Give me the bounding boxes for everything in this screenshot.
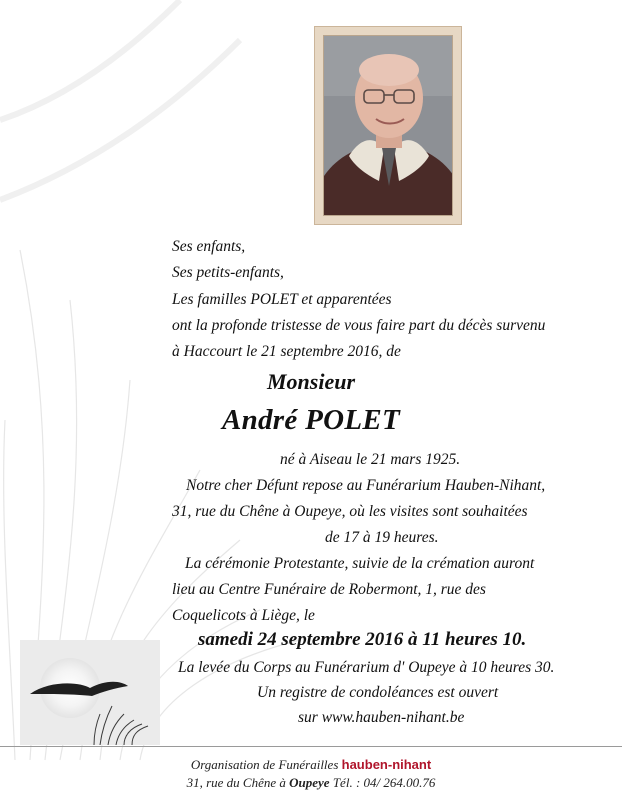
bird-sunset-art bbox=[20, 640, 160, 745]
footer-town: Oupeye bbox=[289, 775, 330, 790]
detail-line-address: 31, rue du Chêne à Oupeye, où les visites sont souhaitées bbox=[172, 503, 528, 520]
detail-line-city: Coquelicots à Liège, le bbox=[172, 607, 315, 624]
intro-line-announcement: ont la profonde tristesse de vous faire part du décès survenu bbox=[172, 317, 546, 334]
birth-line: né à Aiseau le 21 mars 1925. bbox=[280, 451, 461, 468]
condolence-website-link[interactable]: sur www.hauben-nihant.be bbox=[298, 709, 465, 726]
portrait-photo bbox=[323, 35, 453, 216]
closing-line-registry: Un registre de condoléances est ouvert bbox=[257, 684, 499, 701]
brand-logo-text: hauben-nihant bbox=[341, 757, 432, 772]
detail-line-hours: de 17 à 19 heures. bbox=[325, 529, 439, 546]
deceased-name: André POLET bbox=[221, 404, 401, 436]
detail-line-ceremony: La cérémonie Protestante, suivie de la crémation auront bbox=[185, 555, 535, 572]
footer-address-line bbox=[0, 775, 622, 791]
footer-org-line bbox=[0, 757, 622, 773]
honorific-title: Monsieur bbox=[266, 369, 356, 394]
detail-line-location: lieu au Centre Funéraire de Robermont, 1, rue des bbox=[172, 581, 486, 598]
detail-line-funerarium: Notre cher Défunt repose au Funérarium Hauben-Nihant, bbox=[186, 477, 546, 494]
intro-line-children: Ses enfants, bbox=[172, 238, 246, 255]
footer-phone: Tél. : 04/ 264.00.76 bbox=[332, 775, 436, 790]
intro-line-grandchildren: Ses petits-enfants, bbox=[172, 264, 284, 281]
intro-line-families: Les familles POLET et apparentées bbox=[172, 291, 392, 308]
footer-org-prefix: Organisation de Funérailles bbox=[190, 757, 339, 772]
footer-address: 31, rue du Chêne à bbox=[186, 775, 286, 790]
footer-divider bbox=[0, 746, 622, 747]
portrait-icon bbox=[324, 36, 453, 216]
intro-line-place-date: à Haccourt le 21 septembre 2016, de bbox=[172, 343, 401, 360]
portrait-frame bbox=[314, 26, 462, 225]
closing-line-levee: La levée du Corps au Funérarium d' Oupeye à 10 heures 30. bbox=[178, 659, 555, 676]
ceremony-date: samedi 24 septembre 2016 à 11 heures 10. bbox=[198, 629, 527, 650]
